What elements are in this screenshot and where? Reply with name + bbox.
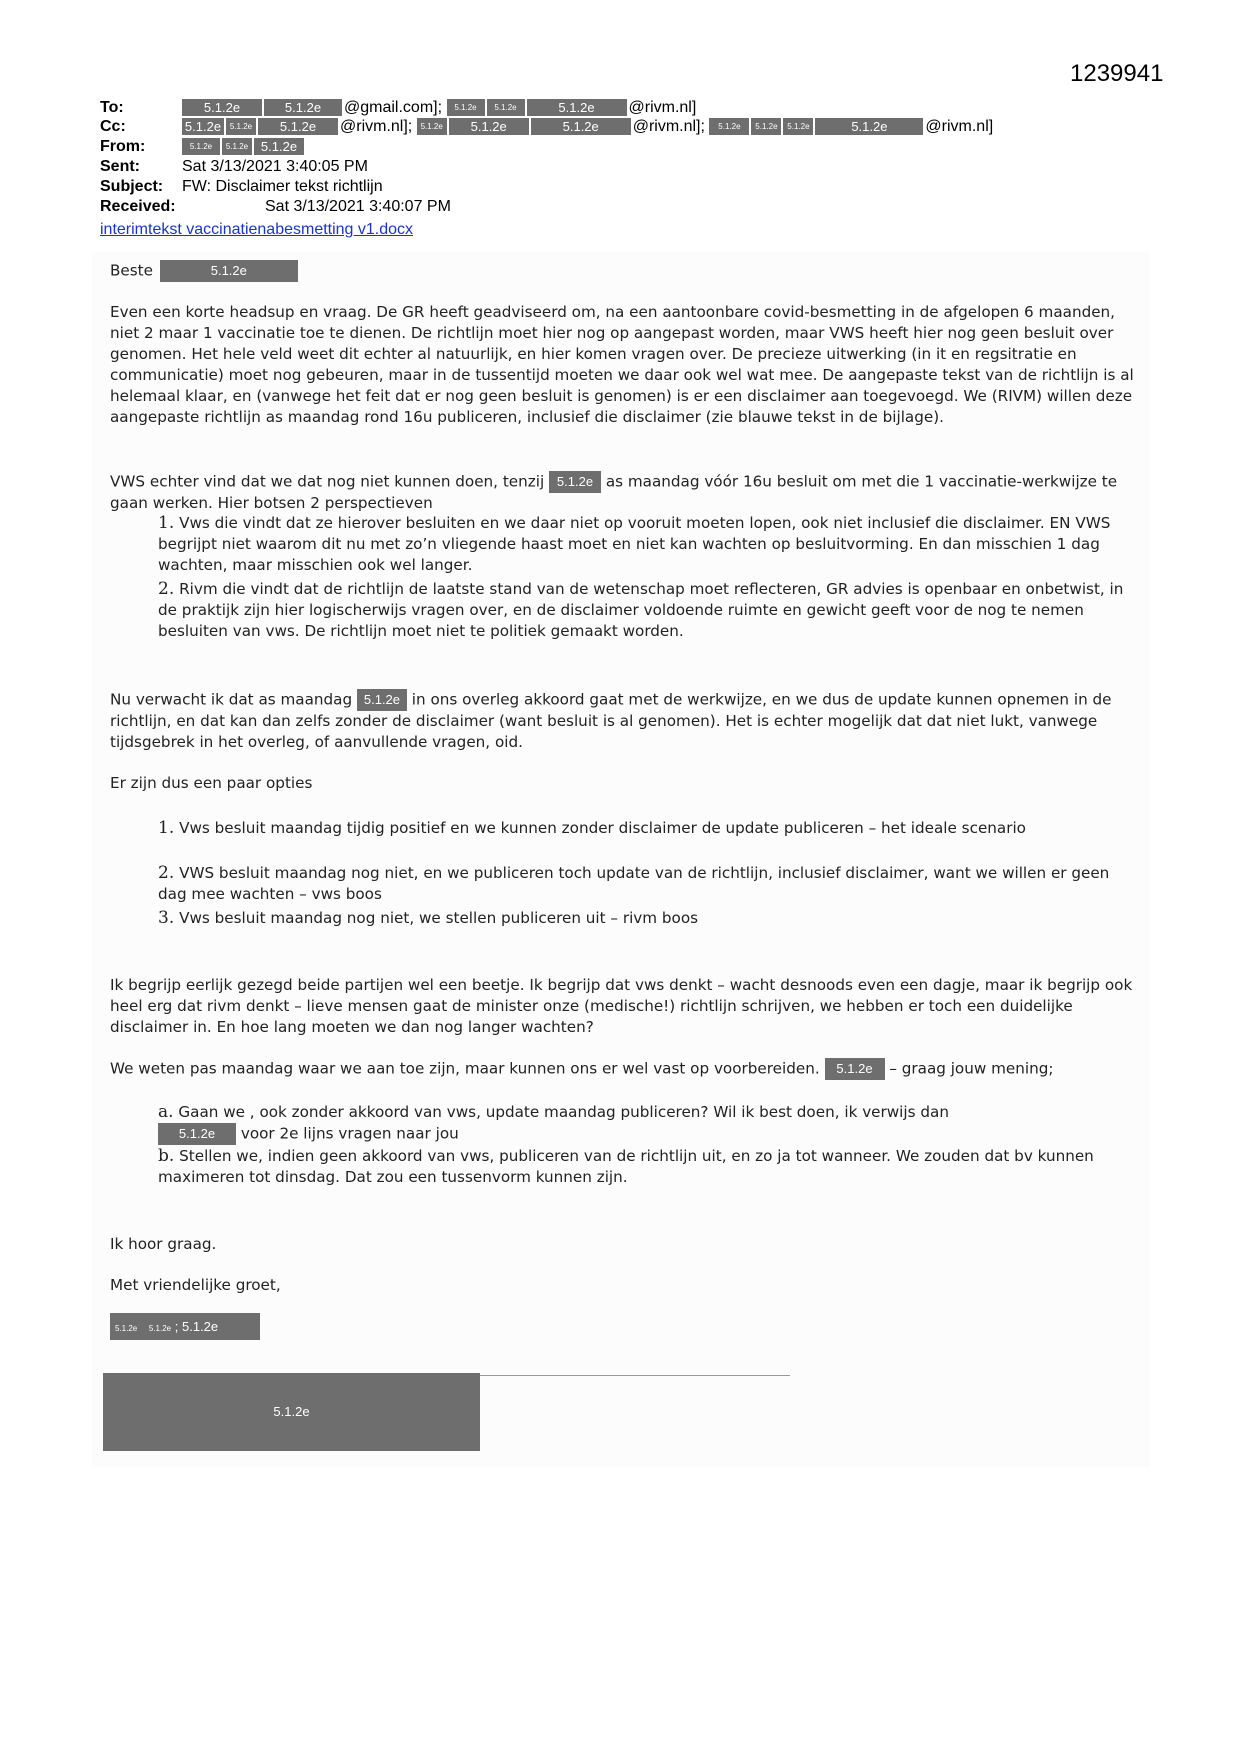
redaction-block: 5.1.2e xyxy=(487,99,525,116)
list-number: 1. xyxy=(158,513,175,533)
redaction-block: 5.1.2e xyxy=(531,118,631,135)
redaction-block: 5.1.2e xyxy=(226,118,256,135)
attachment-link[interactable]: interimtekst vaccinatienabesmetting v1.docx xyxy=(100,221,414,238)
cc-row xyxy=(100,117,993,136)
to-gmail: @gmail.com]; xyxy=(344,99,443,116)
redaction-block: 5.1.2e xyxy=(182,138,220,155)
paragraph-4: Er zijn dus een paar opties xyxy=(110,774,313,792)
option-3-text: Vws besluit maandag nog niet, we stellen publiceren uit – rivm boos xyxy=(179,909,699,927)
received-value: Sat 3/13/2021 3:40:07 PM xyxy=(265,198,451,215)
from-label: From: xyxy=(100,138,146,155)
list-number: 1. xyxy=(158,818,175,838)
redaction-block: 5.1.2e xyxy=(783,118,813,135)
to-row xyxy=(100,98,696,117)
paragraph-3-end: in ons overleg akkoord gaat met de werkwijze, en we dus de update kunnen opnemen in de richtlijn, en dat kan dan zelfs zonder de disclaimer (want besluit is al genomen). Het is echter mogelijk dat dat niet lukt, vanwege tijdsgebrek in het overleg, of aanvullende vragen, oid. xyxy=(110,690,1112,751)
question-a-text: Gaan we , ook zonder akkoord van vws, update maandag publiceren? Wil ik best doen, ik verwijs dan xyxy=(178,1103,949,1121)
list-number: 2. xyxy=(158,579,175,599)
paragraph-6 xyxy=(110,1058,1135,1080)
redaction-block: 5.1.2e xyxy=(751,118,781,135)
redaction-block: 5.1.2e xyxy=(549,471,601,493)
question-a-continuation: voor 2e lijns vragen naar jou xyxy=(240,1124,459,1143)
from-row xyxy=(100,137,306,156)
redaction-block: 5.1.2e xyxy=(182,118,224,135)
cc-rivm-1: @rivm.nl]; xyxy=(340,118,413,135)
list-number: 3. xyxy=(158,908,175,928)
redaction-text: 5.1.2e xyxy=(182,1319,219,1334)
paragraph-2-end: as maandag vóór 16u besluit om met die 1 vaccinatie-werkwijze te gaan werken. Hier botsen 2 perspectieven xyxy=(110,472,1118,512)
list-number: 2. xyxy=(158,863,175,883)
option-1 xyxy=(158,818,1133,839)
cc-rivm-2: @rivm.nl]; xyxy=(632,118,705,135)
option-2-text: VWS besluit maandag nog niet, en we publiceren toch update van de richtlijn, inclusief disclaimer, want we willen er geen dag mee wachten – vws boos xyxy=(158,864,1110,903)
cc-rivm-3: @rivm.nl] xyxy=(925,118,994,135)
paragraph-2-start: VWS echter vind dat we dat nog niet kunnen doen, tenzij xyxy=(110,472,545,491)
perspective-2-text: Rivm die vindt dat de richtlijn de laatste stand van de wetenschap moet reflecteren, GR advies is openbaar en onbetwist, in de praktijk zijn hier logischerwijs vragen over, en de disclaimer voldoende ruimte en gewicht geeft voor de nog te nemen besluiten van vws. De richtlijn moet niet te politiek gemaakt worden. xyxy=(158,580,1124,640)
redaction-small: 5.1.2e xyxy=(148,1324,172,1333)
sent-value: Sat 3/13/2021 3:40:05 PM xyxy=(182,158,368,175)
paragraph-1: Even een korte headsup en vraag. De GR heeft geadviseerd om, na een aantoonbare covid-besmetting in de afgelopen 6 maanden, niet 2 maar 1 vaccinatie toe te dienen. De richtlijn moet hier nog op aangepast worden, maar VWS heeft hier nog geen besluit over genomen. Het hele veld weet dit echter al natuurlijk, en hier komen vragen over. De precieze uitwerking (in it en regsitratie en communicatie) moet nog gebeuren, maar in de tussentijd moeten we daar ook wel wat mee. De aangepaste tekst van de richtlijn is al helemaal klaar, en (vanwege het feit dat er nog geen besluit is genomen) is er een disclaimer aan toegevoegd. We (RIVM) willen deze aangepaste richtlijn as maandag rond 16u publiceren, inclusief die disclaimer (zie blauwe tekst in de bijlage). xyxy=(110,303,1134,426)
perspective-2 xyxy=(158,579,1133,642)
list-letter: b. xyxy=(158,1146,175,1166)
redaction-block: 5.1.2e xyxy=(258,118,338,135)
redaction-block: 5.1.2e xyxy=(709,118,749,135)
redaction-block: 5.1.2e xyxy=(182,99,262,116)
divider xyxy=(480,1375,790,1376)
sent-row xyxy=(100,157,368,176)
subject-row xyxy=(100,177,383,196)
paragraph-6-end: – graag jouw mening; xyxy=(889,1059,1054,1078)
paragraph-6-start: We weten pas maandag waar we aan toe zijn, maar kunnen ons er wel vast op voorbereiden. xyxy=(110,1059,820,1078)
paragraph-5: Ik begrijp eerlijk gezegd beide partijen wel een beetje. Ik begrijp dat vws denkt – wacht desnoods even een dagje, maar ik begrijp ook heel erg dat rivm denkt – lieve mensen gaat de minister onze (medische!) richtlijn schrijven, we hebben er toch een duidelijke disclaimer in. En hoe lang moeten we dan nog langer wachten? xyxy=(110,976,1133,1036)
list-letter: a. xyxy=(158,1102,174,1122)
greeting-text: Beste xyxy=(110,261,153,280)
option-2 xyxy=(158,863,1133,905)
question-b-text: Stellen we, indien geen akkoord van vws, publiceren van de richtlijn uit, en zo ja tot wanneer. We zouden dat bv kunnen maximeren tot dinsdag. Dat zou een tussenvorm kunnen zijn. xyxy=(158,1147,1094,1186)
option-3 xyxy=(158,908,1133,929)
paragraph-7: Ik hoor graag. xyxy=(110,1235,217,1253)
redaction-block: 5.1.2e xyxy=(357,689,407,711)
redaction-block: 5.1.2e xyxy=(447,99,485,116)
to-label: To: xyxy=(100,99,124,116)
redaction-block: 5.1.2e xyxy=(160,260,298,282)
to-rivm: @rivm.nl] xyxy=(628,99,697,116)
received-row xyxy=(100,197,451,216)
redaction-block: 5.1.2e xyxy=(158,1123,236,1145)
redaction-block: 5.1.2e xyxy=(254,138,304,155)
perspective-1 xyxy=(158,513,1133,576)
signature-redaction xyxy=(110,1313,260,1340)
redaction-block: 5.1.2e xyxy=(222,138,252,155)
redaction-block: 5.1.2e xyxy=(449,118,529,135)
redaction-block: 5.1.2e xyxy=(417,118,447,135)
redaction-block: 5.1.2e xyxy=(825,1058,885,1080)
closing: Met vriendelijke groet, xyxy=(110,1276,281,1294)
paragraph-3-start: Nu verwacht ik dat as maandag xyxy=(110,690,353,709)
paragraph-2 xyxy=(110,471,1135,514)
redaction-small: 5.1.2e xyxy=(115,1324,138,1333)
redaction-block: 5.1.2e xyxy=(527,99,627,116)
redaction-block: 5.1.2e xyxy=(815,118,923,135)
perspective-1-text: Vws die vindt dat ze hierover besluiten en we daar niet op vooruit moeten lopen, ook niet inclusief die disclaimer. EN VWS begrijpt niet waarom dit nu met zo’n vliegende haast moet en niet kan wachten op besluitvorming. En dan misschien 1 dag wachten, maar misschien ook wel langer. xyxy=(158,514,1111,574)
footer-redaction: 5.1.2e xyxy=(103,1373,480,1451)
document-id: 1239941 xyxy=(1070,60,1164,87)
option-1-text: Vws besluit maandag tijdig positief en we kunnen zonder disclaimer de update publiceren – het ideale scenario xyxy=(179,819,1026,837)
sent-label: Sent: xyxy=(100,158,140,175)
subject-label: Subject: xyxy=(100,178,164,195)
question-a xyxy=(158,1102,1133,1145)
received-label: Received: xyxy=(100,198,176,215)
signature-separator: ; xyxy=(174,1319,179,1334)
subject-value: FW: Disclaimer tekst richtlijn xyxy=(182,178,383,195)
paragraph-3 xyxy=(110,689,1135,753)
cc-label: Cc: xyxy=(100,118,126,135)
greeting xyxy=(110,260,1135,282)
redaction-block: 5.1.2e xyxy=(264,99,342,116)
question-b xyxy=(158,1146,1133,1188)
